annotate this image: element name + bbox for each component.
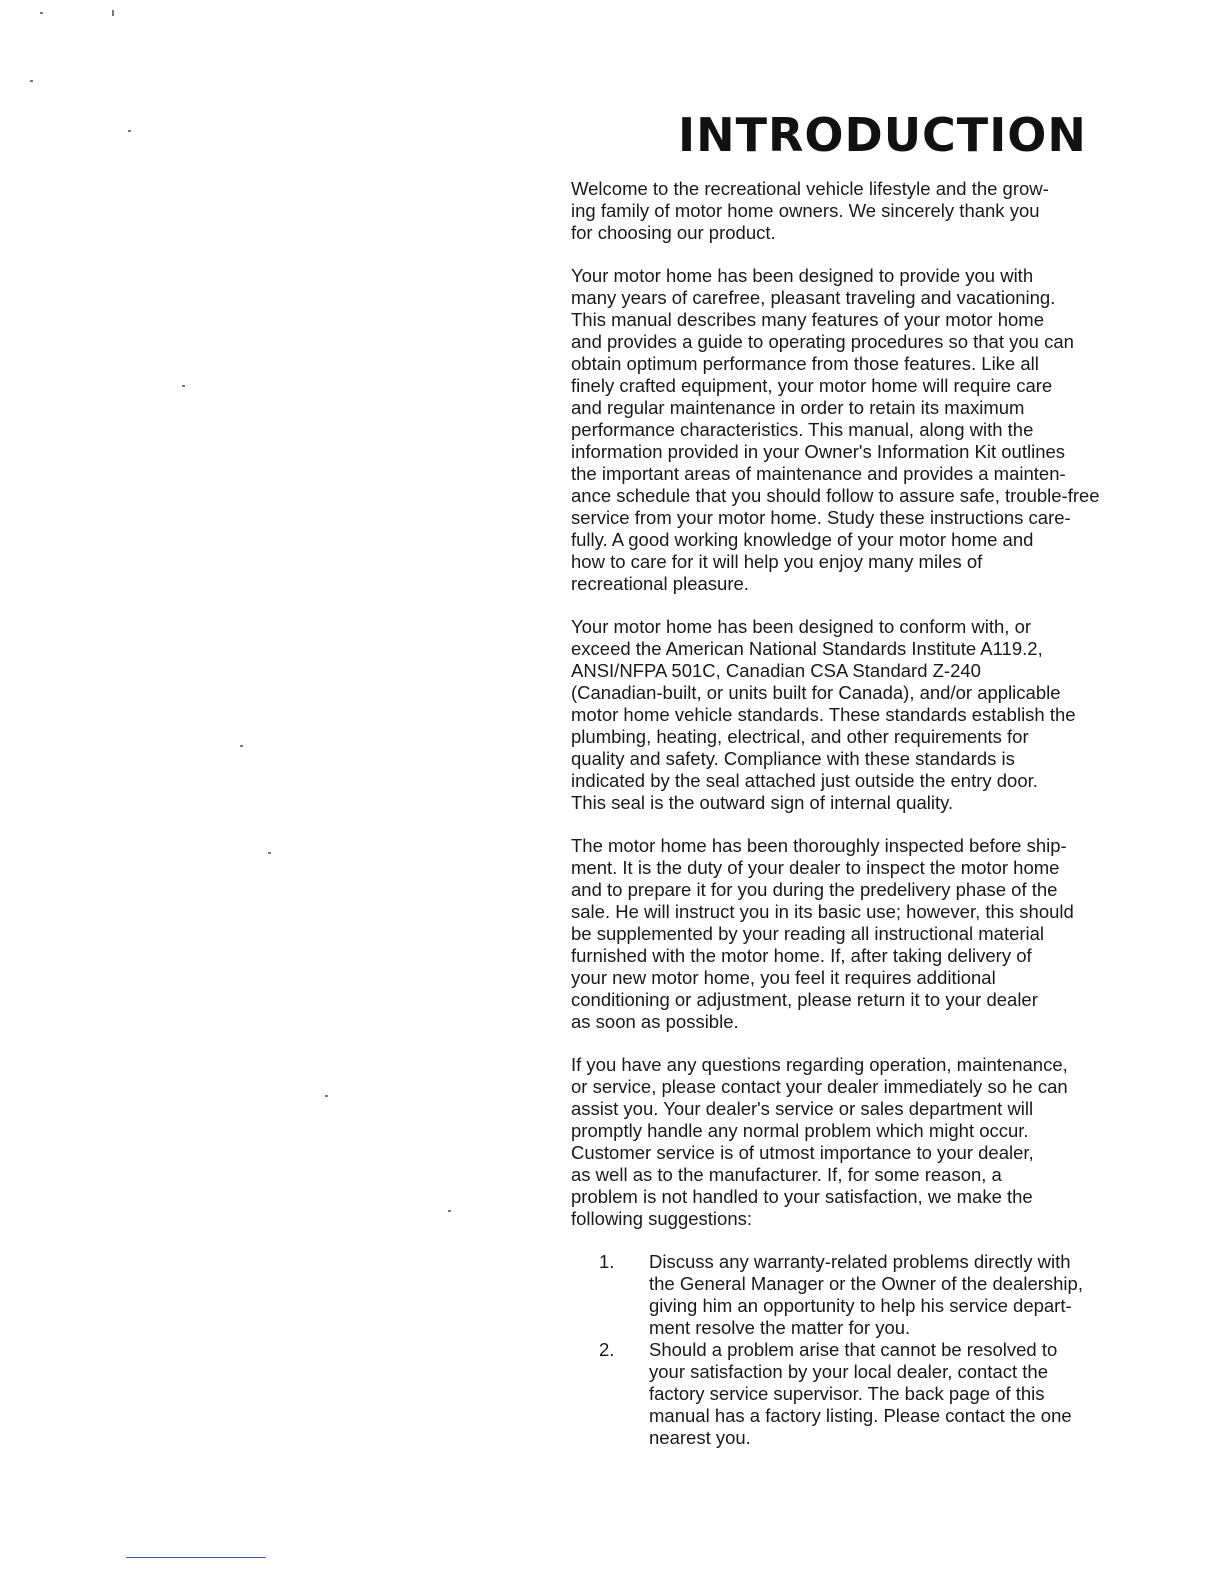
text-line: Your motor home has been designed to conform with, or (571, 616, 1032, 637)
paragraph-standards (571, 616, 1171, 814)
scan-speck (30, 80, 33, 82)
text-line: Customer service is of utmost importance to your dealer, (571, 1142, 1034, 1163)
text-line: and regular maintenance in order to retain its maximum (571, 397, 1025, 418)
text-line: ment. It is the duty of your dealer to inspect the motor home (571, 857, 1060, 878)
scan-speck (268, 852, 271, 854)
text-line: and provides a guide to operating procedures so that you can (571, 331, 1074, 352)
text-line: quality and safety. Compliance with these standards is (571, 748, 1015, 769)
text-line: nearest you. (649, 1427, 751, 1448)
text-line: plumbing, heating, electrical, and other requirements for (571, 726, 1029, 747)
text-line: The motor home has been thoroughly inspected before ship- (571, 835, 1067, 856)
scan-speck (112, 10, 114, 16)
scan-speck (448, 1210, 451, 1212)
text-line: the important areas of maintenance and provides a mainten- (571, 463, 1066, 484)
text-line: sale. He will instruct you in its basic use; however, this should (571, 901, 1074, 922)
footnote-rule (126, 1557, 266, 1558)
text-line: promptly handle any normal problem which might occur. (571, 1120, 1029, 1141)
text-line: obtain optimum performance from those features. Like all (571, 353, 1039, 374)
text-line: performance characteristics. This manual, along with the (571, 419, 1034, 440)
text-line: information provided in your Owner's Information Kit outlines (571, 441, 1066, 462)
scan-speck (240, 745, 243, 747)
text-line: exceed the American National Standards Institute A119.2, (571, 638, 1043, 659)
text-line: Welcome to the recreational vehicle lifestyle and the grow- (571, 178, 1049, 199)
text-line: how to care for it will help you enjoy many miles of (571, 551, 983, 572)
text-line: as soon as possible. (571, 1011, 739, 1032)
text-line: giving him an opportunity to help his service depart- (649, 1295, 1072, 1316)
text-line: ANSI/NFPA 501C, Canadian CSA Standard Z-240 (571, 660, 981, 681)
text-line: fully. A good working knowledge of your motor home and (571, 529, 1034, 550)
text-line: problem is not handled to your satisfaction, we make the (571, 1186, 1033, 1207)
list-item (571, 1339, 1171, 1449)
text-line: furnished with the motor home. If, after taking delivery of (571, 945, 1032, 966)
text-line: your new motor home, you feel it requires additional (571, 967, 996, 988)
text-line: and to prepare it for you during the predelivery phase of the (571, 879, 1058, 900)
text-line: many years of carefree, pleasant traveling and vacationing. (571, 287, 1056, 308)
text-line: Your motor home has been designed to provide you with (571, 265, 1034, 286)
list-number: 1. (599, 1251, 615, 1272)
text-line: (Canadian-built, or units built for Canada), and/or applicable (571, 682, 1061, 703)
text-line: assist you. Your dealer's service or sales department will (571, 1098, 1034, 1119)
text-line: ment resolve the matter for you. (649, 1317, 911, 1338)
scan-speck (182, 385, 185, 387)
text-line: conditioning or adjustment, please return it to your dealer (571, 989, 1038, 1010)
text-line: service from your motor home. Study these instructions care- (571, 507, 1071, 528)
text-line: ance schedule that you should follow to assure safe, trouble-free (571, 485, 1100, 506)
text-line: This manual describes many features of your motor home (571, 309, 1044, 330)
text-line: Should a problem arise that cannot be resolved to (649, 1339, 1058, 1360)
text-line: Discuss any warranty-related problems directly with (649, 1251, 1071, 1272)
list-number: 2. (599, 1339, 615, 1360)
text-line: the General Manager or the Owner of the dealership, (649, 1273, 1083, 1294)
page-title: INTRODUCTION (678, 108, 1087, 162)
scan-speck (325, 1095, 328, 1097)
text-line: as well as to the manufacturer. If, for some reason, a (571, 1164, 1002, 1185)
text-line: for choosing our product. (571, 222, 776, 243)
scan-speck (40, 12, 43, 14)
text-line: be supplemented by your reading all instructional material (571, 923, 1045, 944)
scan-speck (128, 130, 131, 132)
text-line: indicated by the seal attached just outside the entry door. (571, 770, 1038, 791)
text-line: ing family of motor home owners. We sincerely thank you (571, 200, 1040, 221)
list-item (571, 1251, 1171, 1339)
text-line: If you have any questions regarding operation, maintenance, (571, 1054, 1068, 1075)
suggestions-list (571, 1251, 1171, 1449)
text-line: recreational pleasure. (571, 573, 749, 594)
paragraph-design (571, 265, 1171, 595)
text-line: factory service supervisor. The back page of this (649, 1383, 1045, 1404)
text-line: This seal is the outward sign of internal quality. (571, 792, 954, 813)
text-line: manual has a factory listing. Please contact the one (649, 1405, 1072, 1426)
body-text (571, 178, 1171, 1449)
text-line: following suggestions: (571, 1208, 752, 1229)
paragraph-inspection (571, 835, 1171, 1033)
text-line: your satisfaction by your local dealer, contact the (649, 1361, 1048, 1382)
text-line: or service, please contact your dealer immediately so he can (571, 1076, 1068, 1097)
paragraph-questions (571, 1054, 1171, 1230)
paragraph-welcome (571, 178, 1171, 244)
text-line: finely crafted equipment, your motor home will require care (571, 375, 1053, 396)
text-line: motor home vehicle standards. These standards establish the (571, 704, 1076, 725)
